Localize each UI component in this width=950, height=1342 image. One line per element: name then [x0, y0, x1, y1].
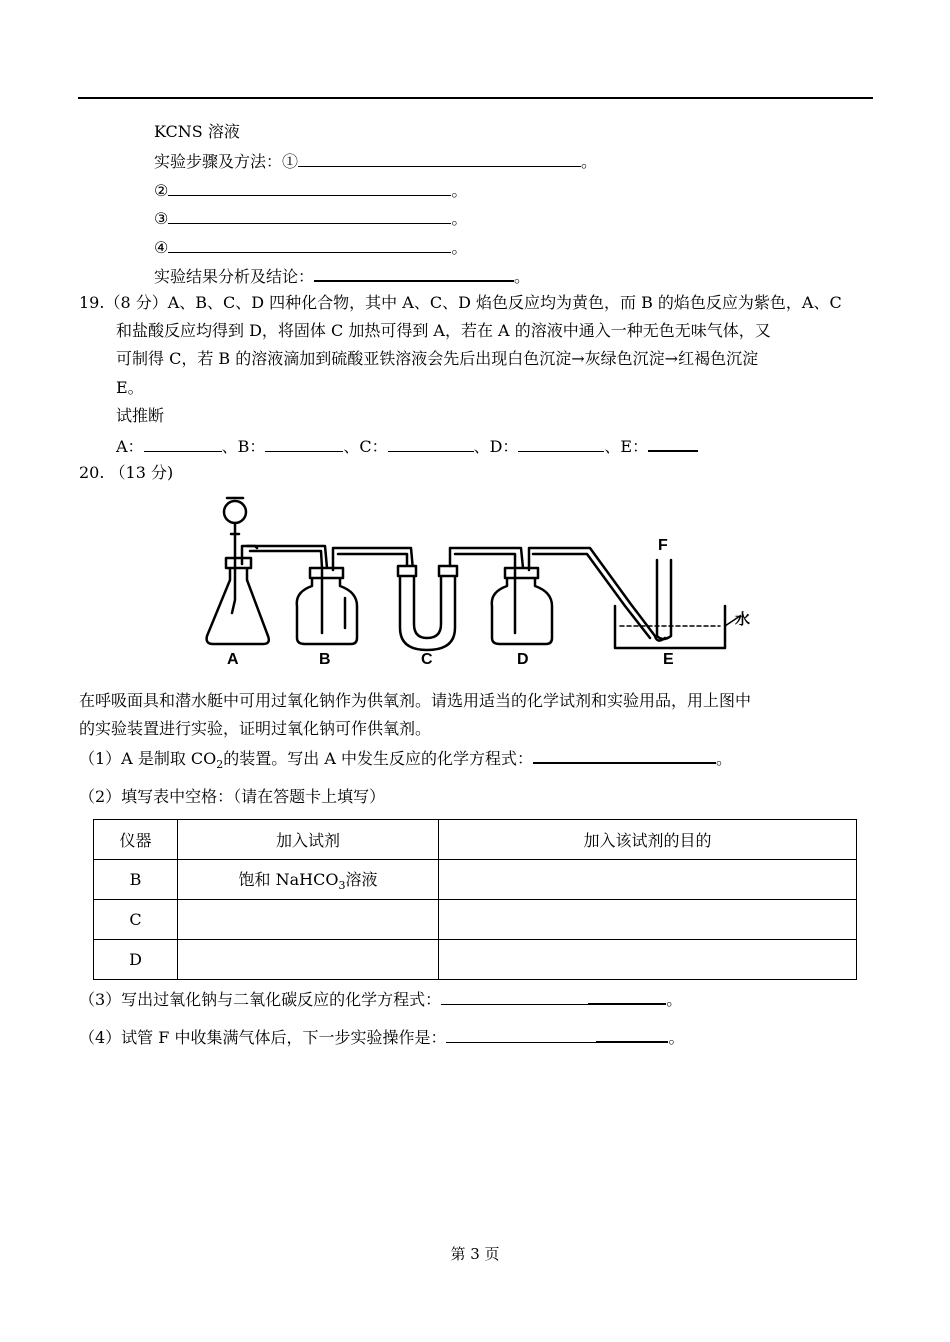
answer-blank-result[interactable] [314, 264, 514, 282]
page-number: 第 3 页 [450, 1245, 500, 1263]
q19-prompt: 试推断 [116, 406, 165, 425]
table-cell-instrument: D [94, 940, 178, 980]
header-rule [78, 97, 873, 99]
answer-blank-step2[interactable] [168, 179, 451, 196]
apparatus-figure [195, 488, 755, 668]
table-cell-instrument: B [94, 860, 178, 900]
table-header-cell: 加入试剂 [178, 820, 439, 860]
tube-ab [247, 546, 327, 568]
q19-line4: E。 [116, 378, 144, 397]
u-tube-c [398, 566, 457, 650]
reagent-table [93, 819, 857, 980]
q20-intro2: 的实验装置进行实验，证明过氧化钠可作供氧剂。 [79, 719, 432, 738]
table-row [94, 860, 857, 900]
table-cell-reagent[interactable] [178, 940, 439, 980]
answer-blank-step4[interactable] [168, 236, 451, 253]
tube-cd [450, 548, 523, 568]
q20-part3: （3）写出过氧化钠与二氧化碳反应的化学方程式： 。 [79, 987, 682, 1011]
table-cell-purpose[interactable] [439, 900, 857, 940]
q19-header: 19.（8 分）A、B、C、D 四种化合物，其中 A、C、D 焰色反应均为黄色，而 B 的焰色反应为紫色，A、C [79, 293, 842, 312]
flask-a [207, 498, 269, 644]
answer-blank-step3[interactable] [168, 207, 451, 224]
q19-line3: 可制得 C，若 B 的溶液滴加到硫酸亚铁溶液会先后出现白色沉淀→灰绿色沉淀→红褐色沉淀 [116, 349, 759, 368]
answer-blank-part4b[interactable] [596, 1025, 668, 1043]
figure-label-f: F [658, 537, 668, 554]
trough-e [615, 560, 740, 648]
answer-blank-step1[interactable] [298, 150, 581, 167]
answer-blank-b[interactable] [265, 435, 343, 452]
q19-answers: A： 、B： 、C： 、D： 、E： [116, 434, 698, 458]
figure-label-b: B [319, 651, 331, 668]
table-cell-reagent[interactable]: 饱和 NaHCO$_3$溶液 [178, 860, 439, 900]
q20-header: 20. （13 分) [79, 463, 174, 482]
steps-label: 实验步骤及方法：① [154, 152, 299, 171]
table-header-cell: 加入该试剂的目的 [439, 820, 857, 860]
answer-blank-part3a[interactable] [441, 988, 588, 1005]
q19-line2: 和盐酸反应均得到 D，将固体 C 加热可得到 A，若在 A 的溶液中通入一种无色无味气体，又 [116, 321, 771, 340]
table-row [94, 900, 857, 940]
answer-blank-a[interactable] [144, 435, 222, 452]
table-header-row [94, 820, 857, 860]
answer-blank-part3b[interactable] [588, 987, 666, 1005]
bottle-b [297, 558, 357, 644]
answer-blank-e[interactable] [648, 434, 698, 452]
table-cell-purpose[interactable] [439, 940, 857, 980]
q20-part2: （2）填写表中空格：（请在答题卡上填写） [79, 787, 386, 806]
figure-label-e: E [663, 651, 674, 668]
table-header-cell: 仪器 [94, 820, 178, 860]
figure-label-a: A [227, 651, 239, 668]
steps-line-2: ② 。 [154, 181, 468, 200]
q20-part4: （4）试管 F 中收集满气体后，下一步实验操作是： 。 [79, 1025, 684, 1049]
result-line: 实验结果分析及结论： 。 [154, 264, 530, 288]
answer-blank-part1[interactable] [533, 746, 716, 764]
table-row [94, 940, 857, 980]
q20-intro1: 在呼吸面具和潜水艇中可用过氧化钠作为供氧剂。请选用适当的化学试剂和实验用品，用上图中 [79, 691, 752, 710]
table-cell-purpose[interactable] [439, 860, 857, 900]
steps-line-3: ③ 。 [154, 209, 468, 228]
table-cell-reagent[interactable] [178, 900, 439, 940]
steps-line-1: 实验步骤及方法：① 。 [154, 152, 598, 171]
figure-label-water: 水 [735, 610, 751, 628]
answer-blank-part4a[interactable] [446, 1026, 596, 1043]
q20-part1: （1）A 是制取 $CO_2$的装置。写出 A 中发生反应的化学方程式： 。 [79, 746, 732, 776]
bottle-d [492, 548, 655, 644]
steps-line-4: ④ 。 [154, 238, 468, 257]
reagent-kcns: KCNS 溶液 [154, 122, 240, 141]
figure-label-d: D [517, 651, 529, 668]
answer-blank-c[interactable] [388, 435, 474, 452]
answer-blank-d[interactable] [518, 435, 604, 452]
table-cell-instrument: C [94, 900, 178, 940]
figure-label-c: C [421, 651, 433, 668]
